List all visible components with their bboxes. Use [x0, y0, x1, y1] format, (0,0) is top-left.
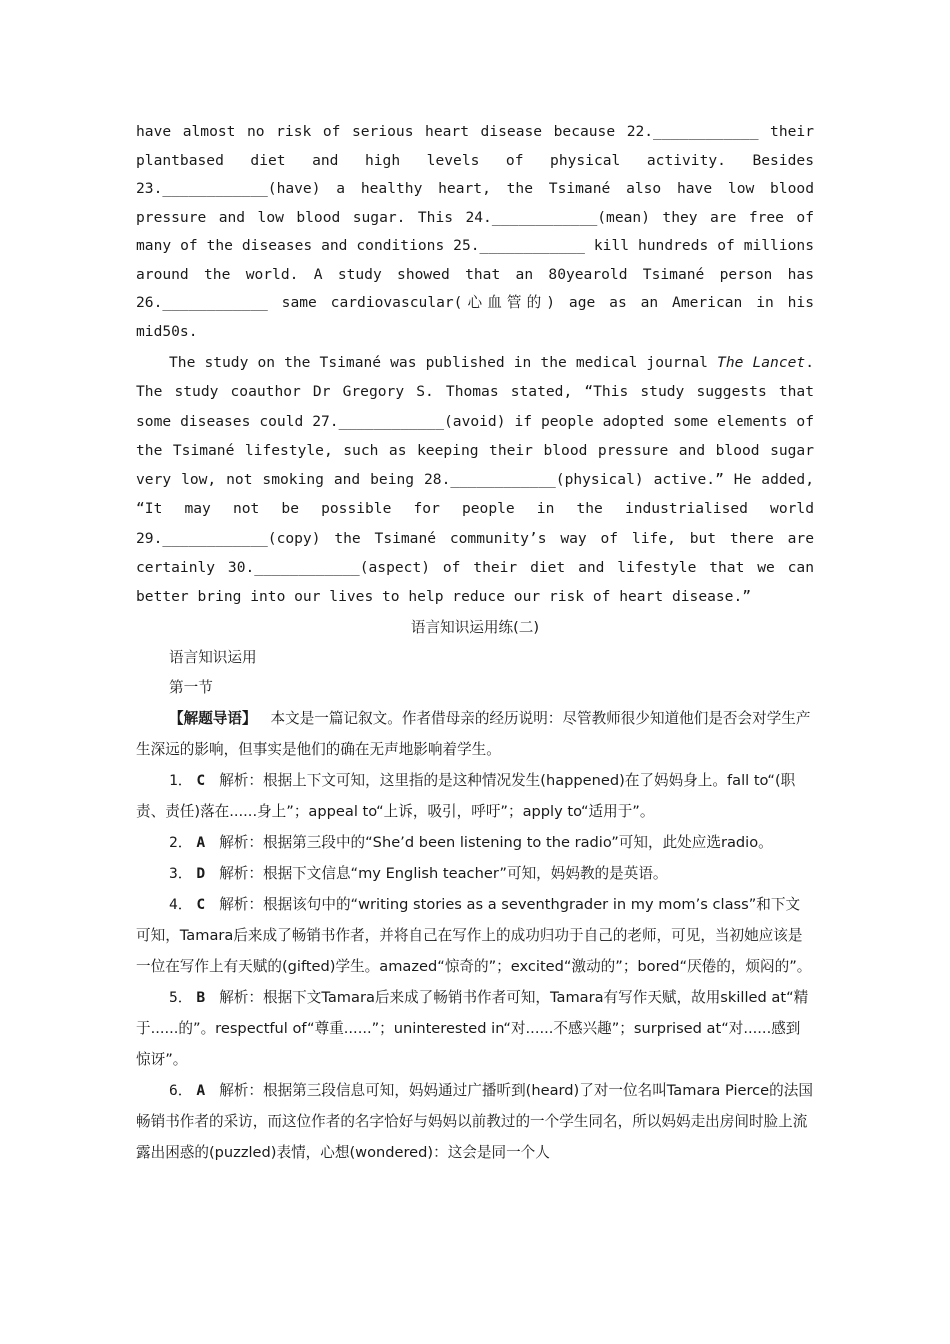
journal-title: The Lancet: [717, 354, 806, 371]
answer-explanation: 解析：根据第三段信息可知，妈妈通过广播听到(heard)了对一位名叫Tamara Pierce的法国畅销书作者的采访，而这位作者的名字恰好与妈妈以前教过的一个学生同名，所以妈妈走出房间时脸上流露出困惑的(puzzled)表情，心想(wondered)：这会是同一个人: [136, 1081, 813, 1161]
answer-number: 3．: [169, 864, 193, 882]
answer-key: A: [196, 833, 206, 851]
passage-paragraph-1: have almost no risk of serious heart disease because 22.____________ their plantbased diet and high levels of physical activity. Besides 23.____________(have) a healthy heart, the Tsimané also have low blood pressure and low blood sugar. This 24.____________(mean) they are free of many of the diseases and conditions 25.____________ kill hundreds of millions around the world. A study showed that an 80yearold Tsimané person has 26.____________ same cardiovascular(心血管的) age as an American in his mid50s.: [136, 123, 814, 340]
answer-explanation: 解析：根据下文Tamara后来成了畅销书作者可知，Tamara有写作天赋，故用skilled at“精于......的”。respectful of“尊重......”；uninterested in“对......不感兴趣”；surprised at“对......感到惊讶”。: [136, 988, 809, 1068]
answer-item: [136, 765, 814, 827]
answer-number: 4．: [169, 895, 193, 913]
answer-key: D: [196, 864, 206, 882]
answer-item: [136, 889, 814, 982]
answer-number: 2．: [169, 833, 193, 851]
answer-item: [136, 827, 814, 858]
answer-number: 1．: [169, 771, 193, 789]
document-page: [136, 118, 814, 1168]
answer-key: C: [196, 771, 206, 789]
answer-number: 6．: [169, 1081, 193, 1099]
passage-paragraph-2-text-b: . The study coauthor Dr Gregory S. Thomas stated, “This study suggests that some diseases could 27.____________(avoid) if people adopted some elements of the Tsimané lifestyle, such as keeping their blood pressure and blood sugar very low, not smoking and being 28.____________(physical) active.” He added, “It may not be possible for people in the industrialised world 29.____________(copy) the Tsimané community’s way of life, but there are certainly 30.____________(aspect) of their diet and lifestyle that we can better bring into our lives to help reduce our risk of heart disease.”: [136, 354, 814, 606]
section-subtitle: 语言知识运用: [169, 648, 257, 666]
answer-key: B: [196, 988, 206, 1006]
answer-key: C: [196, 895, 206, 913]
passage-paragraph-2-text-a: The study on the Tsimané was published in the medical journal: [169, 354, 718, 371]
section-title: 语言知识运用练(二): [410, 618, 540, 636]
answer-list: [136, 765, 814, 1168]
answer-explanation: 解析：根据下文信息“my English teacher”可知，妈妈教的是英语。: [219, 864, 668, 882]
passage-paragraph-2: [136, 348, 814, 612]
answer-item: [136, 858, 814, 889]
guide-paragraph: [136, 703, 814, 765]
answer-explanation: 解析：根据该句中的“writing stories as a seventhgrader in my mom’s class”和下文可知，Tamara后来成了畅销书作者，并将自己在写作上的成功归功于自己的老师，可见，当初她应该是一位在写作上有天赋的(gifted)学生。amazed“惊奇的”；excited“激动的”；bored“厌倦的，烦闷的”。: [136, 895, 812, 975]
answer-item: [136, 1075, 814, 1168]
answer-number: 5．: [169, 988, 193, 1006]
answer-explanation: 解析：根据第三段中的“She’d been listening to the radio”可知，此处应选radio。: [219, 833, 773, 851]
answer-explanation: 解析：根据上下文可知，这里指的是这种情况发生(happened)在了妈妈身上。fall to“(职责、责任)落在......身上”；appeal to“上诉，吸引，呼吁”；apply to“适用于”。: [136, 771, 796, 820]
guide-text: 本文是一篇记叙文。作者借母亲的经历说明：尽管教师很少知道他们是否会对学生产生深远的影响，但事实是他们的确在无声地影响着学生。: [136, 709, 811, 758]
answer-key: A: [196, 1081, 206, 1099]
answer-item: [136, 982, 814, 1075]
guide-label: 【解题导语】: [169, 709, 257, 727]
section-part: 第一节: [169, 678, 213, 696]
